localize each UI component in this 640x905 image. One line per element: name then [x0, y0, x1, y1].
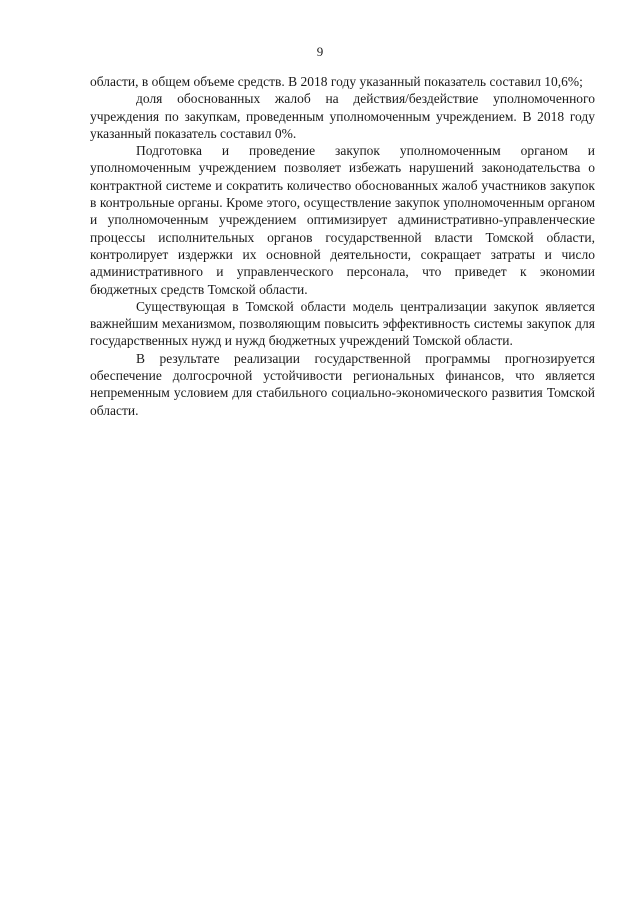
paragraph-continuation: области, в общем объеме средств. В 2018 году указанный показатель составил 10,6%;: [90, 74, 583, 89]
document-body: [90, 73, 595, 419]
paragraph-procurement-preparation: Подготовка и проведение закупок уполномоченным органом и уполномоченным учреждением позволяет избежать нарушений законодательства о контрактной системе и сократить количество обоснованных жалоб участников закупок в контрольные органы. Кроме этого, осуществление закупок уполномоченным органом и уполномоченным учреждением оптимизирует административно-управленческие процессы исполнительных органов государственной власти Томской области, контролирует издержки их основной деятельности, сокращает затраты и число административного и управленческого персонала, что приведет к экономии бюджетных средств Томской области.: [90, 143, 595, 297]
page-number: 9: [316, 44, 324, 59]
paragraph-program-results: В результате реализации государственной программы прогнозируется обеспечение долгосрочной устойчивости региональных финансов, что является непременным условием для стабильного социально-экономического развития Томской области.: [90, 350, 595, 418]
paragraph-complaints-share: доля обоснованных жалоб на действия/бездействие уполномоченного учреждения по закупкам, проведенным уполномоченным учреждением. В 2018 году указанный показатель составил 0%.: [90, 91, 595, 141]
paragraph-centralization-model: Существующая в Томской области модель централизации закупок является важнейшим механизмом, позволяющим повысить эффективность системы закупок для государственных нужд и нужд бюджетных учреждений Томской области.: [90, 298, 595, 349]
